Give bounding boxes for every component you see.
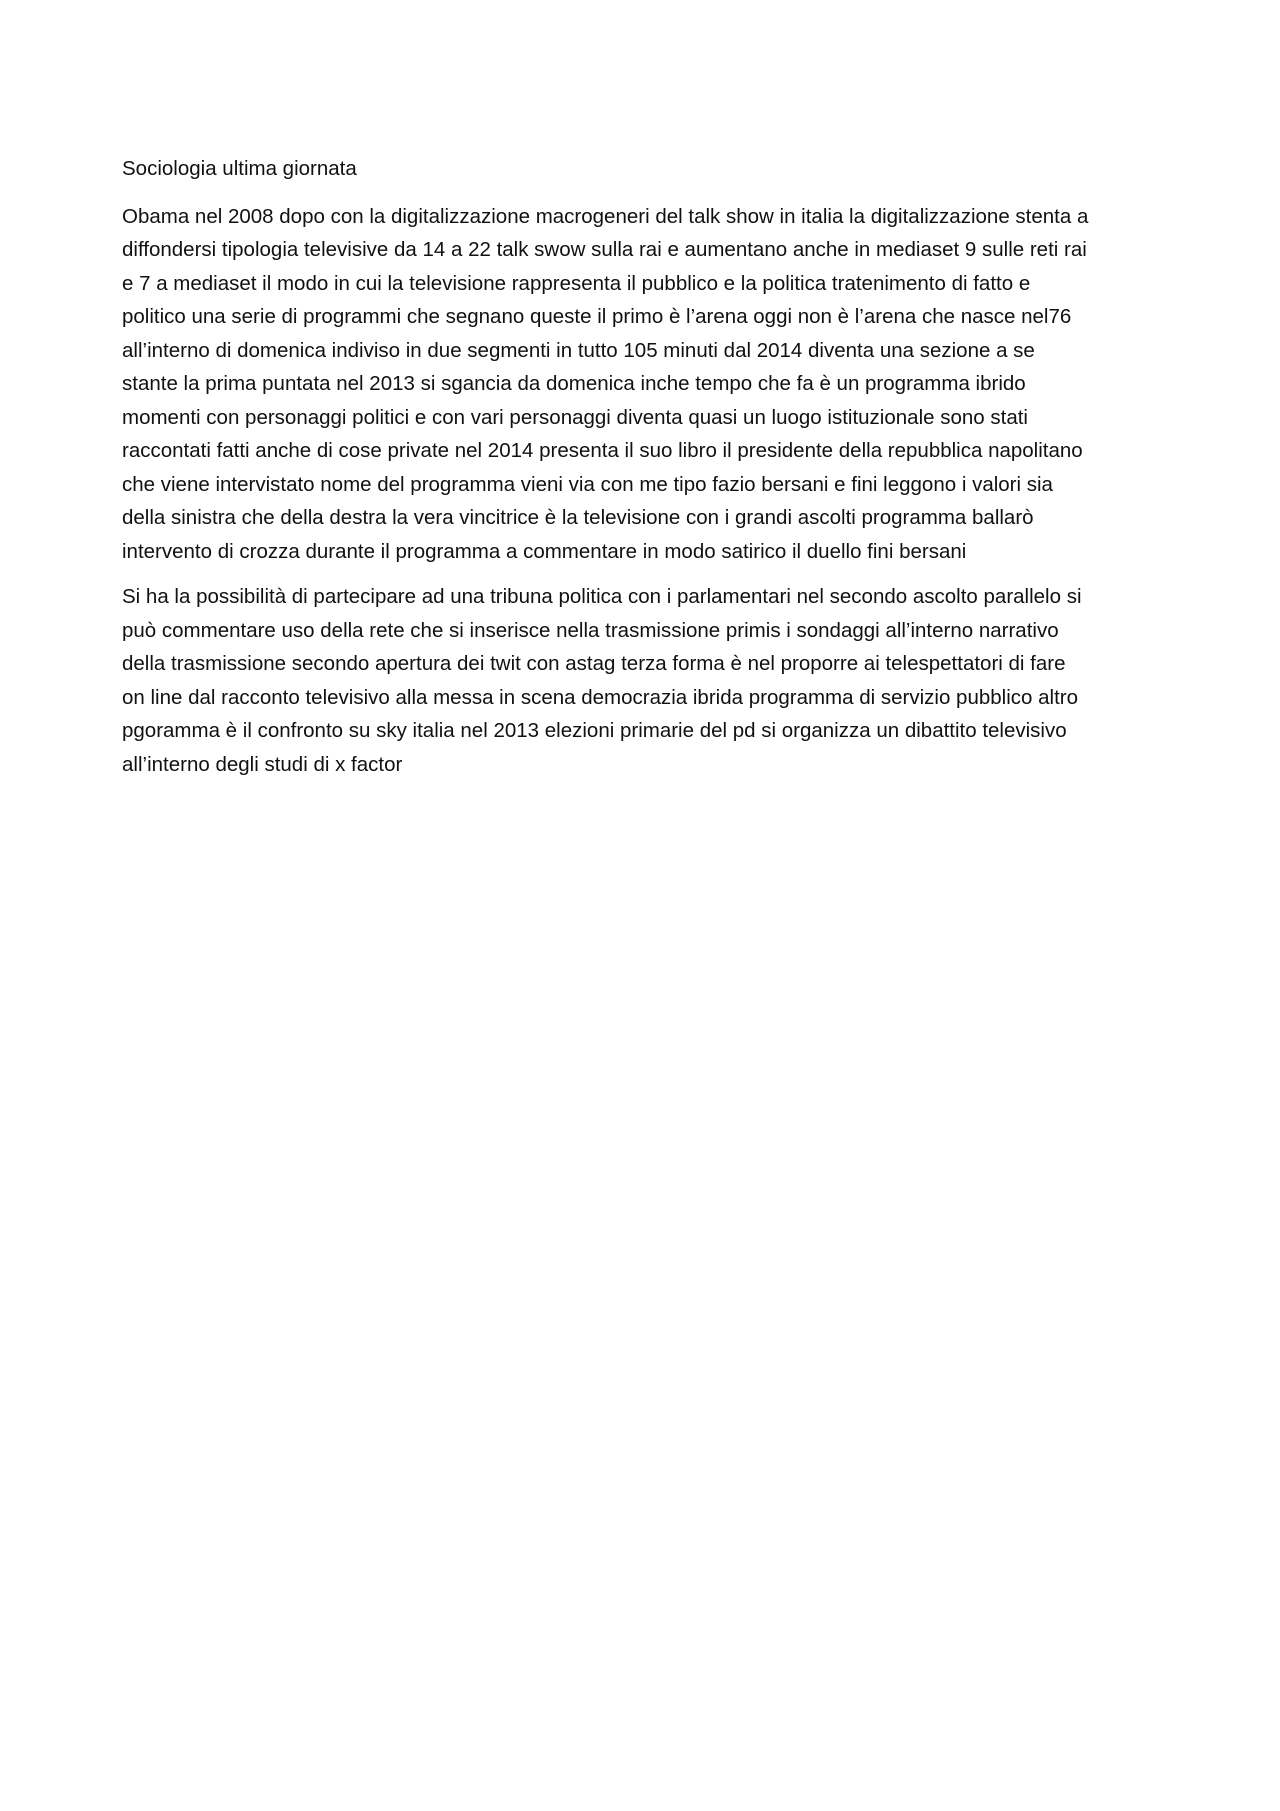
paragraph-line: politico una serie di programmi che segnano queste il primo è l’arena oggi non è l’arena che nasce nel76: [122, 305, 1072, 328]
paragraph-line: che viene intervistato nome del programma vieni via con me tipo fazio bersani e fini leggono i valori sia: [122, 472, 1053, 496]
paragraph-line: può commentare uso della rete che si inserisce nella trasmissione primis i sondaggi all’interno narrativo: [122, 618, 1059, 642]
paragraph-line: della trasmissione secondo apertura dei twit con astag terza forma è nel proporre ai telespettatori di fare: [122, 652, 1066, 675]
paragraph-line: all’interno degli studi di x factor: [122, 752, 403, 776]
paragraph-line: e 7 a mediaset il modo in cui la televisione rappresenta il pubblico e la politica tratenimento di fatto e: [122, 271, 1031, 295]
paragraph-1: [122, 200, 1162, 569]
paragraph-line: momenti con personaggi politici e con vari personaggi diventa quasi un luogo istituzionale sono stati: [122, 405, 1028, 429]
paragraph-line: della sinistra che della destra la vera vincitrice è la televisione con i grandi ascolti programma ballarò: [122, 506, 1034, 529]
document-title: [122, 152, 1162, 186]
paragraph-line: on line dal racconto televisivo alla messa in scena democrazia ibrida programma di servizio pubblico altro: [122, 685, 1078, 709]
paragraph-line: diffondersi tipologia televisive da 14 a 22 talk swow sulla rai e aumentano anche in mediaset 9 sulle reti rai: [122, 238, 1087, 261]
paragraph-line: intervento di crozza durante il programma a commentare in modo satirico il duello fini bersani: [122, 539, 967, 563]
paragraph-line: pgoramma è il confronto su sky italia nel 2013 elezioni primarie del pd si organizza un dibattito televisivo: [122, 719, 1067, 742]
paragraph-line: Obama nel 2008 dopo con la digitalizzazione macrogeneri del talk show in italia la digitalizzazione stenta a: [122, 204, 1089, 228]
paragraph-line: Si ha la possibilità di partecipare ad una tribuna politica con i parlamentari nel secondo ascolto parallelo si: [122, 585, 1082, 608]
title-text: Sociologia ultima giornata: [122, 157, 357, 180]
paragraph-line: stante la prima puntata nel 2013 si sgancia da domenica inche tempo che fa è un programma ibrido: [122, 372, 1026, 395]
document-body: [122, 152, 1162, 793]
paragraph-line: all’interno di domenica indiviso in due segmenti in tutto 105 minuti dal 2014 diventa una sezione a se: [122, 338, 1035, 362]
paragraph-line: raccontati fatti anche di cose private nel 2014 presenta il suo libro il presidente della repubblica napolitano: [122, 439, 1083, 462]
paragraph-2: [122, 580, 1162, 781]
